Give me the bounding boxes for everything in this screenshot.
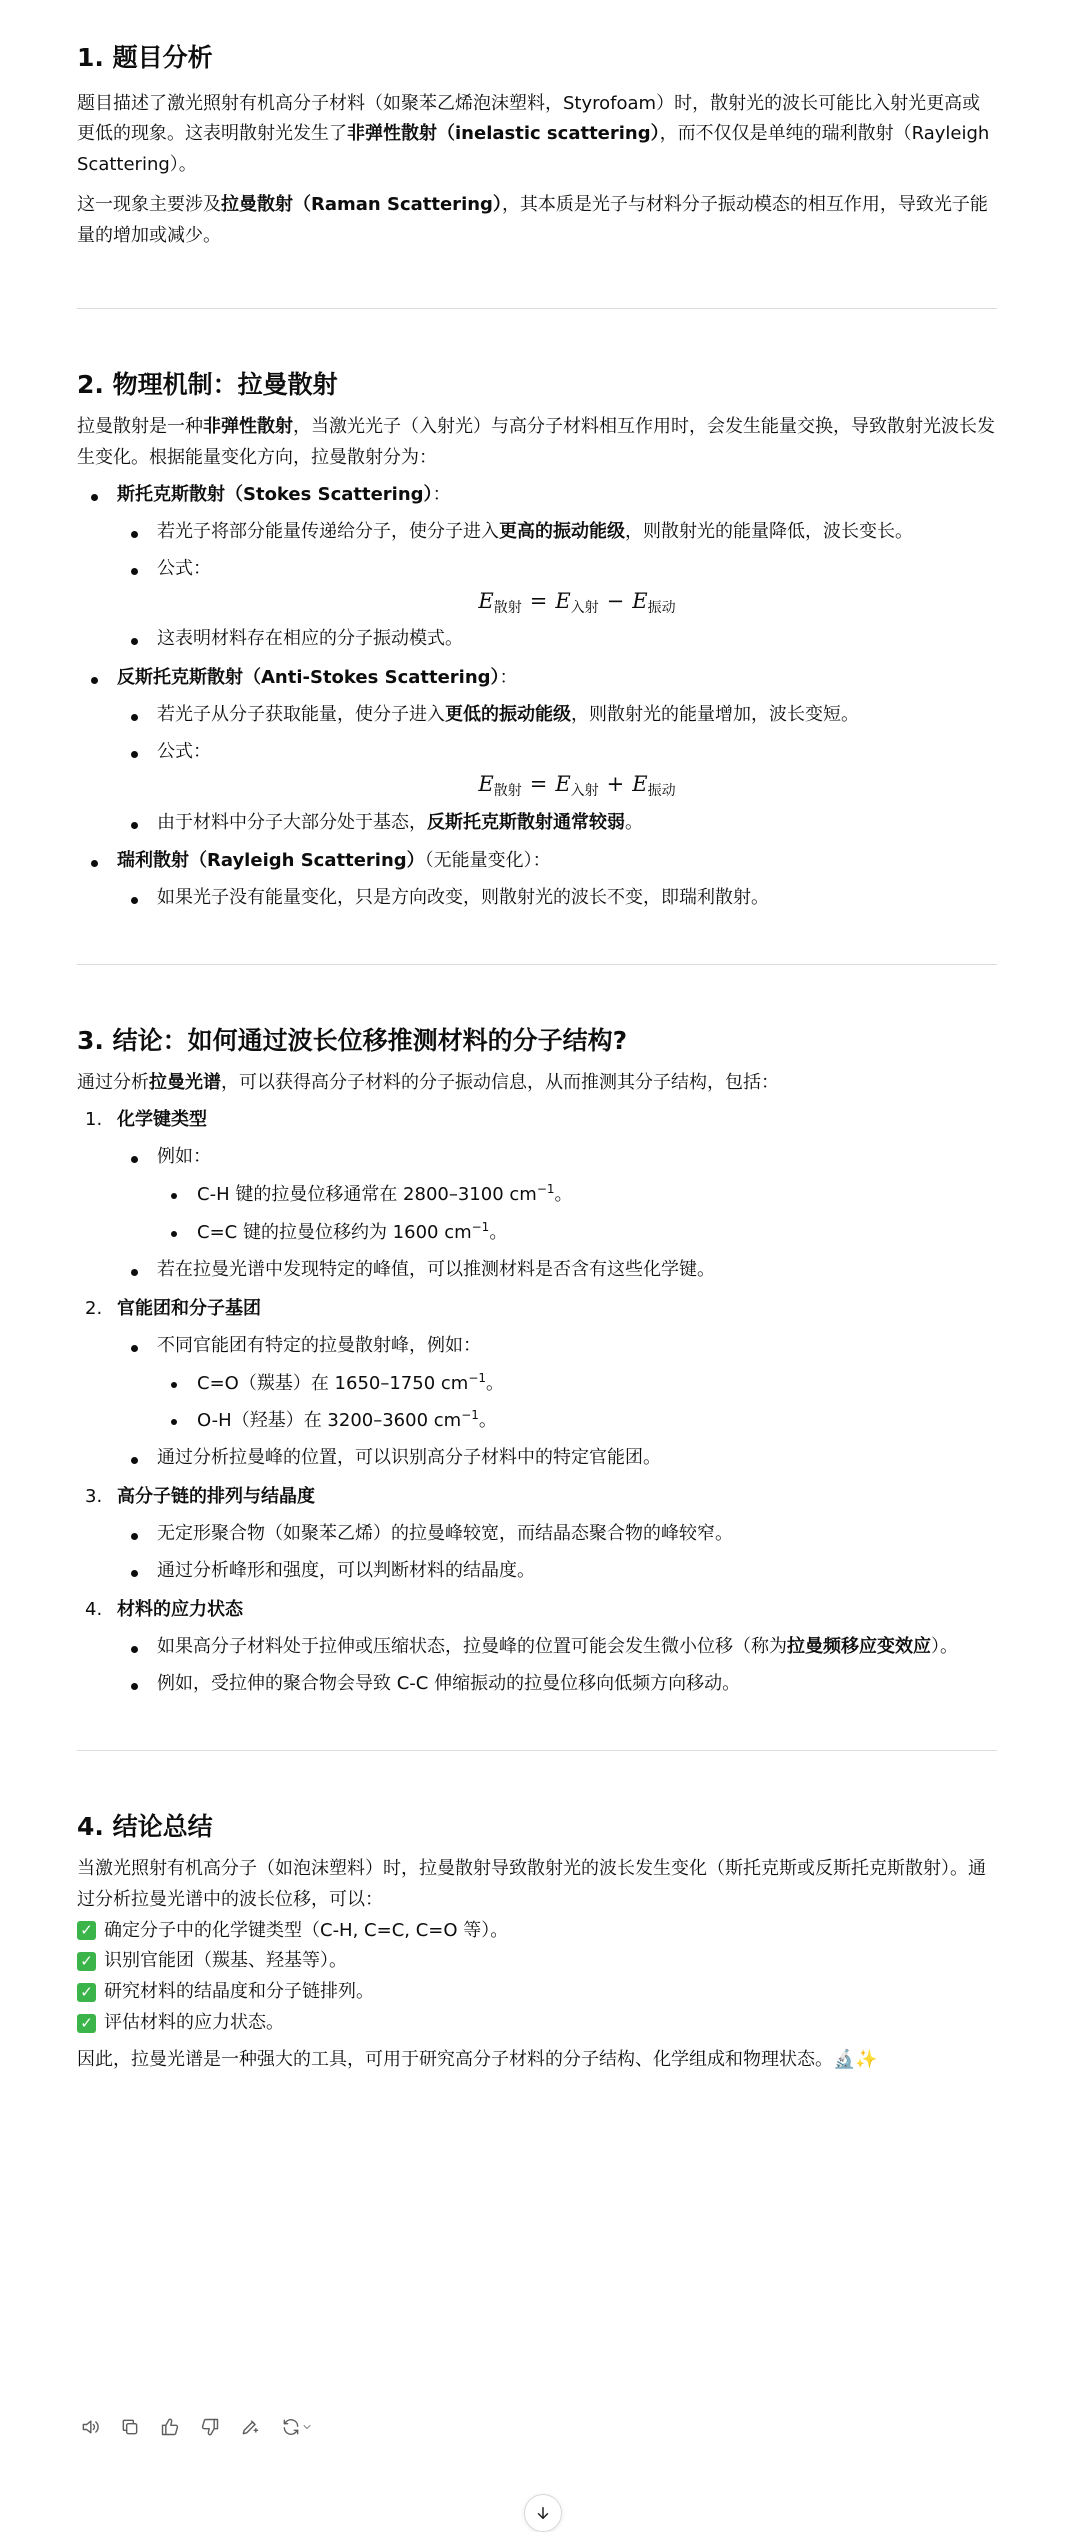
list-item: 如果高分子材料处于拉伸或压缩状态，拉曼峰的位置可能会发生微小位移（称为拉曼频移应变效应）。 <box>117 1632 997 1663</box>
list-item: 这表明材料存在相应的分子振动模式。 <box>117 624 997 655</box>
thumbs-up-button[interactable] <box>157 2414 183 2440</box>
check-list <box>77 1916 997 2040</box>
check-item: ✓ 确定分子中的化学键类型（C-H, C=C, C=O 等）。 <box>77 1916 997 1947</box>
pen-sparkle-icon <box>240 2417 260 2437</box>
list-item-crystallinity: 3. 高分子链的排列与结晶度 无定形聚合物（如聚苯乙烯）的拉曼峰较宽，而结晶态聚合物的峰较窄。 通过分析峰形和强度，可以判断材料的结晶度。 <box>77 1482 997 1587</box>
scroll-to-bottom-button[interactable] <box>524 2494 562 2532</box>
arrow-down-icon <box>534 2504 552 2522</box>
list-item-stokes: 斯托克斯散射（Stokes Scattering）： 若光子将部分能量传递给分子，使分子进入更高的振动能级，则散射光的能量降低，波长变长。 公式： $E_{散射} = E_{入射} - E_{振动}$ 这表明材料存在相应的分子振动模式。 <box>77 480 997 655</box>
list-item: 公式： $E_{散射} = E_{入射} + E_{振动}$ <box>117 737 997 808</box>
copy-icon <box>120 2417 140 2437</box>
list-item: 若光子从分子获取能量，使分子进入更低的振动能级，则散射光的能量增加，波长变短。 <box>117 700 997 731</box>
section-4-title: 4. 结论总结 <box>77 1812 213 1842</box>
check-mark-icon: ✓ <box>77 1983 96 2002</box>
section-3-title: 3. 结论：如何通过波长位移推测材料的分子结构? <box>77 1026 628 1056</box>
list-item: 若在拉曼光谱中发现特定的峰值，可以推测材料是否含有这些化学键。 <box>117 1255 997 1286</box>
check-item: ✓ 评估材料的应力状态。 <box>77 2008 997 2039</box>
list-item-functional-groups: 2. 官能团和分子基团 不同官能团有特定的拉曼散射峰，例如： C=O（羰基）在 1650–1750 $cm^{-1}$。 O-H（羟基）在 3200–3600 $cm^{-1}$。 通过分析拉曼峰的位置，可以识别高分子材料中的特定官能团。 <box>77 1294 997 1475</box>
list-item: 通过分析峰形和强度，可以判断材料的结晶度。 <box>117 1556 997 1587</box>
check-item: ✓ 研究材料的结晶度和分子链排列。 <box>77 1977 997 2008</box>
section-4-final: 因此，拉曼光谱是一种强大的工具，可用于研究高分子材料的分子结构、化学组成和物理状态。🔬✨ <box>77 2049 878 2071</box>
read-aloud-button[interactable] <box>77 2414 103 2440</box>
list-item-stress-state: 4. 材料的应力状态 如果高分子材料处于拉伸或压缩状态，拉曼峰的位置可能会发生微小位移（称为拉曼频移应变效应）。 例如，受拉伸的聚合物会导致 C-C 伸缩振动的拉曼位移向低频方向移动。 <box>77 1595 997 1700</box>
list-item: C=O（羰基）在 1650–1750 $cm^{-1}$。 <box>157 1368 997 1400</box>
thumbs-up-icon <box>160 2417 180 2437</box>
check-item: ✓ 识别官能团（羰基、羟基等）。 <box>77 1946 997 1977</box>
list-item: O-H（羟基）在 3200–3600 $cm^{-1}$。 <box>157 1405 997 1437</box>
list-item: C=C 键的拉曼位移约为 1600 $cm^{-1}$。 <box>157 1217 997 1249</box>
check-mark-icon: ✓ <box>77 2014 96 2033</box>
list-item-anti-stokes: 反斯托克斯散射（Anti-Stokes Scattering）： 若光子从分子获取能量，使分子进入更低的振动能级，则散射光的能量增加，波长变短。 公式： $E_{散射} = E_{入射} + E_{振动}$ 由于材料中分子大部分处于基态，反斯托克斯散射通常较弱。 <box>77 663 997 838</box>
section-1-paragraph-1: 题目描述了激光照射有机高分子材料（如聚苯乙烯泡沫塑料，Styrofoam）时，散射光的波长可能比入射光更高或更低的现象。这表明散射光发生了非弹性散射（inelastic scattering），而不仅仅是单纯的瑞利散射（Rayleigh Scattering）。 <box>77 92 990 176</box>
list-item: 通过分析拉曼峰的位置，可以识别高分子材料中的特定官能团。 <box>117 1443 997 1474</box>
list-item-rayleigh: 瑞利散射（Rayleigh Scattering）（无能量变化）： 如果光子没有能量变化，只是方向改变，则散射光的波长不变，即瑞利散射。 <box>77 846 997 914</box>
microscope-sparkle-icon: 🔬✨ <box>833 2049 878 2071</box>
section-1-paragraph-2: 这一现象主要涉及拉曼散射（Raman Scattering），其本质是光子与材料分子振动模态的相互作用，导致光子能量的增加或减少。 <box>77 194 988 247</box>
list-item: 若光子将部分能量传递给分子，使分子进入更高的振动能级，则散射光的能量降低，波长变长。 <box>117 517 997 548</box>
chevron-down-icon <box>301 2421 313 2433</box>
list-item: 由于材料中分子大部分处于基态，反斯托克斯散射通常较弱。 <box>117 808 997 839</box>
thumbs-down-button[interactable] <box>197 2414 223 2440</box>
list-item: 如果光子没有能量变化，只是方向改变，则散射光的波长不变，即瑞利散射。 <box>117 883 997 914</box>
refresh-icon <box>281 2417 301 2437</box>
speaker-icon <box>80 2417 100 2437</box>
edit-in-canvas-button[interactable] <box>237 2414 263 2440</box>
regenerate-button[interactable] <box>277 2414 317 2440</box>
anti-stokes-formula: $E_{散射} = E_{入射} + E_{振动}$ <box>478 771 676 799</box>
list-item: 无定形聚合物（如聚苯乙烯）的拉曼峰较宽，而结晶态聚合物的峰较窄。 <box>117 1519 997 1550</box>
message-actions <box>77 2414 317 2440</box>
thumbs-down-icon <box>200 2417 220 2437</box>
list-item: 不同官能团有特定的拉曼散射峰，例如： C=O（羰基）在 1650–1750 $cm^{-1}$。 O-H（羟基）在 3200–3600 $cm^{-1}$。 <box>117 1331 997 1438</box>
list-item: 例如： C-H 键的拉曼位移通常在 2800–3100 $cm^{-1}$。 C=C 键的拉曼位移约为 1600 $cm^{-1}$。 <box>117 1142 997 1249</box>
structure-list <box>77 1105 997 1700</box>
section-3-intro: 通过分析拉曼光谱，可以获得高分子材料的分子振动信息，从而推测其分子结构，包括： <box>77 1071 779 1093</box>
stokes-formula: $E_{散射} = E_{入射} - E_{振动}$ <box>478 588 676 616</box>
list-item: C-H 键的拉曼位移通常在 2800–3100 $cm^{-1}$。 <box>157 1179 997 1211</box>
section-1-title: 1. 题目分析 <box>77 43 213 72</box>
scattering-types-list <box>77 480 997 915</box>
list-item: 例如，受拉伸的聚合物会导致 C-C 伸缩振动的拉曼位移向低频方向移动。 <box>117 1669 997 1700</box>
list-item: 公式： $E_{散射} = E_{入射} - E_{振动}$ <box>117 554 997 625</box>
list-item-chemical-bonds: 1. 化学键类型 例如： C-H 键的拉曼位移通常在 2800–3100 $cm^{-1}$。 C=C 键的拉曼位移约为 1600 $cm^{-1}$。 若在拉曼光谱中发现特定的峰值，可以推测材料是否含有这些化学键。 <box>77 1105 997 1286</box>
check-mark-icon: ✓ <box>77 1952 96 1971</box>
section-2-title: 2. 物理机制：拉曼散射 <box>77 370 338 400</box>
check-mark-icon: ✓ <box>77 1921 96 1940</box>
section-4-intro: 当激光照射有机高分子（如泡沫塑料）时，拉曼散射导致散射光的波长发生变化（斯托克斯或反斯托克斯散射）。通过分析拉曼光谱中的波长位移，可以： <box>77 1857 986 1910</box>
message-content <box>77 0 997 2076</box>
copy-button[interactable] <box>117 2414 143 2440</box>
section-2-intro: 拉曼散射是一种非弹性散射，当激光光子（入射光）与高分子材料相互作用时，会发生能量交换，导致散射光波长发生变化。根据能量变化方向，拉曼散射分为： <box>77 415 995 468</box>
